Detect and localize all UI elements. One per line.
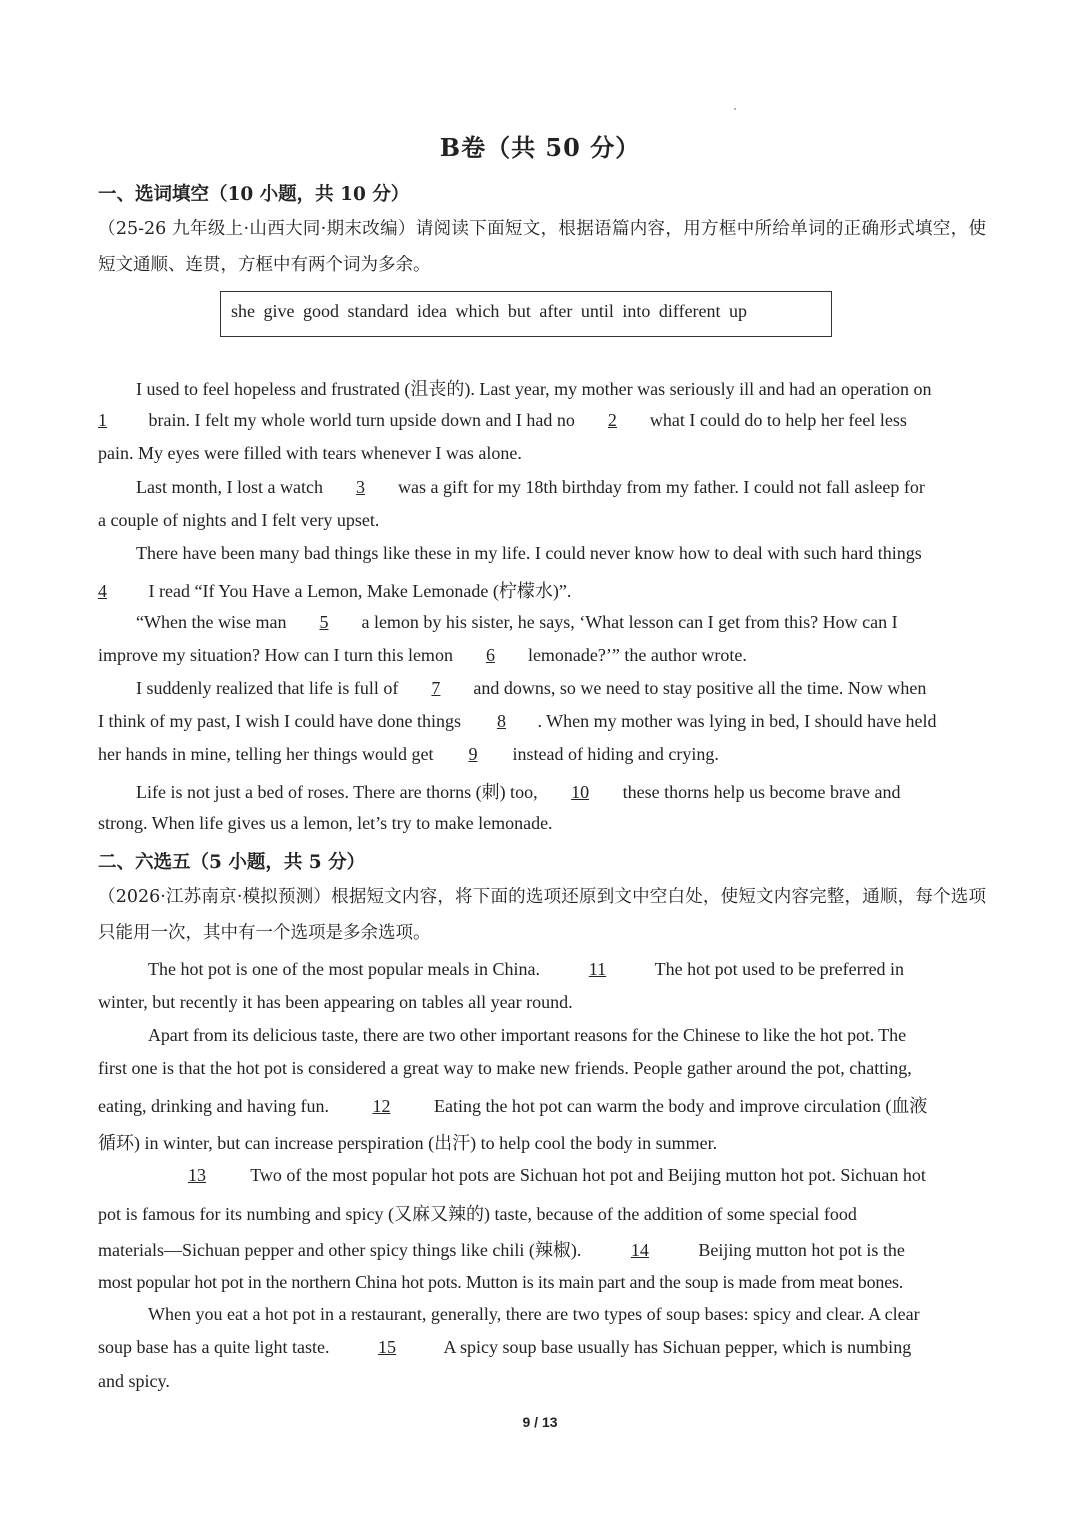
blank-5[interactable]: 5 — [319, 612, 329, 632]
passage-line: improve my situation? How can I turn this lemon 6 lemonade?’” the author wrote. — [98, 645, 747, 665]
passage-line: most popular hot pot in the northern China hot pots. Mutton is its main part and the soup is made from meat bones. — [98, 1272, 904, 1292]
passage-line: strong. When life gives us a lemon, let’s try to make lemonade. — [98, 813, 553, 833]
passage-line: When you eat a hot pot in a restaurant, generally, there are two types of soup bases: spicy and clear. A clear — [148, 1304, 920, 1324]
passage-line: I think of my past, I wish I could have done things 8 . When my mother was lying in bed, I should have held — [98, 711, 937, 731]
passage-line: 循环) in winter, but can increase perspiration (出汗) to help cool the body in summer. — [98, 1133, 718, 1153]
passage-line: soup base has a quite light taste. 15 A spicy soup base usually has Sichuan pepper, which is numbing — [98, 1337, 912, 1357]
blank-12[interactable]: 12 — [372, 1096, 391, 1116]
blank-4[interactable]: 4 — [98, 581, 107, 601]
section-heading-vocabulary: 一、选词填空（10 小题，共 10 分） — [98, 184, 410, 205]
passage-line: I suddenly realized that life is full of 7 and downs, so we need to stay positive all the time. Now when — [136, 678, 927, 698]
blank-8[interactable]: 8 — [496, 711, 506, 731]
passage-line: I used to feel hopeless and frustrated (沮丧的). Last year, my mother was seriously ill and had an operation on — [136, 379, 932, 399]
passage-line: winter, but recently it has been appearing on tables all year round. — [98, 992, 573, 1012]
passage-line: first one is that the hot pot is considered a great way to make new friends. People gather around the pot, chatting, — [98, 1058, 912, 1078]
scan-speck — [734, 108, 736, 110]
passage-line: 13 Two of the most popular hot pots are Sichuan hot pot and Beijing mutton hot pot. Sichuan hot — [148, 1165, 926, 1186]
passage-line: 4 I read “If You Have a Lemon, Make Lemonade (柠檬水)”. — [98, 581, 572, 601]
passage-line: Life is not just a bed of roses. There are thorns (刺) too, 10 these thorns help us become brave and — [136, 782, 901, 802]
passage-line: Last month, I lost a watch 3 was a gift for my 18th birthday from my father. I could not fall asleep for — [136, 477, 925, 497]
blank-10[interactable]: 10 — [571, 782, 590, 802]
page-title: B卷（共 50 分） — [439, 133, 641, 162]
section-instructions-six-choose-five: （2026·江苏南京·模拟预测）根据短文内容，将下面的选项还原到文中空白处，使短文内容完整，通顺，每个选项只能用一次，其中有一个选项是多余选项。 — [98, 887, 986, 943]
blank-14[interactable]: 14 — [630, 1240, 649, 1260]
blank-3[interactable]: 3 — [355, 477, 365, 497]
passage-line: There have been many bad things like these in my life. I could never know how to deal with such hard things — [136, 543, 922, 563]
blank-9[interactable]: 9 — [468, 744, 478, 764]
blank-11[interactable]: 11 — [588, 959, 607, 979]
blank-7[interactable]: 7 — [431, 678, 441, 698]
blank-6[interactable]: 6 — [485, 645, 495, 665]
passage-line: eating, drinking and having fun. 12 Eating the hot pot can warm the body and improve circulation (血液 — [98, 1096, 928, 1116]
passage-line: materials—Sichuan pepper and other spicy things like chili (辣椒). 14 Beijing mutton hot pot is the — [98, 1240, 905, 1260]
passage-line: 1 brain. I felt my whole world turn upside down and I had no 2 what I could do to help her feel less — [98, 410, 907, 430]
passage-line: and spicy. — [98, 1371, 170, 1391]
section-heading-six-choose-five: 二、六选五（5 小题，共 5 分） — [98, 852, 366, 873]
passage-line: Apart from its delicious taste, there are two other important reasons for the Chinese to like the hot pot. The — [148, 1025, 906, 1045]
page-number: 9 / 13 — [522, 1414, 558, 1430]
blank-2[interactable]: 2 — [607, 410, 617, 430]
word-bank-box: she give good standard idea which but after until into different up — [220, 291, 832, 337]
blank-1[interactable]: 1 — [98, 410, 107, 430]
passage-line: The hot pot is one of the most popular meals in China. 11 The hot pot used to be preferred in — [148, 959, 905, 979]
passage-line: a couple of nights and I felt very upset. — [98, 510, 380, 530]
passage-line: pain. My eyes were filled with tears whenever I was alone. — [98, 443, 522, 463]
blank-15[interactable]: 15 — [377, 1337, 396, 1357]
blank-13[interactable]: 13 — [188, 1165, 206, 1185]
passage-line: “When the wise man 5 a lemon by his sister, he says, ‘What lesson can I get from this? How can I — [136, 612, 898, 632]
section-instructions-vocabulary: （25-26 九年级上·山西大同·期末改编）请阅读下面短文，根据语篇内容，用方框中所给单词的正确形式填空，使短文通顺、连贯，方框中有两个词为多余。 — [98, 219, 986, 275]
passage-line: her hands in mine, telling her things would get 9 instead of hiding and crying. — [98, 744, 719, 764]
passage-line: pot is famous for its numbing and spicy (又麻又辣的) taste, because of the addition of some special food — [98, 1204, 857, 1224]
